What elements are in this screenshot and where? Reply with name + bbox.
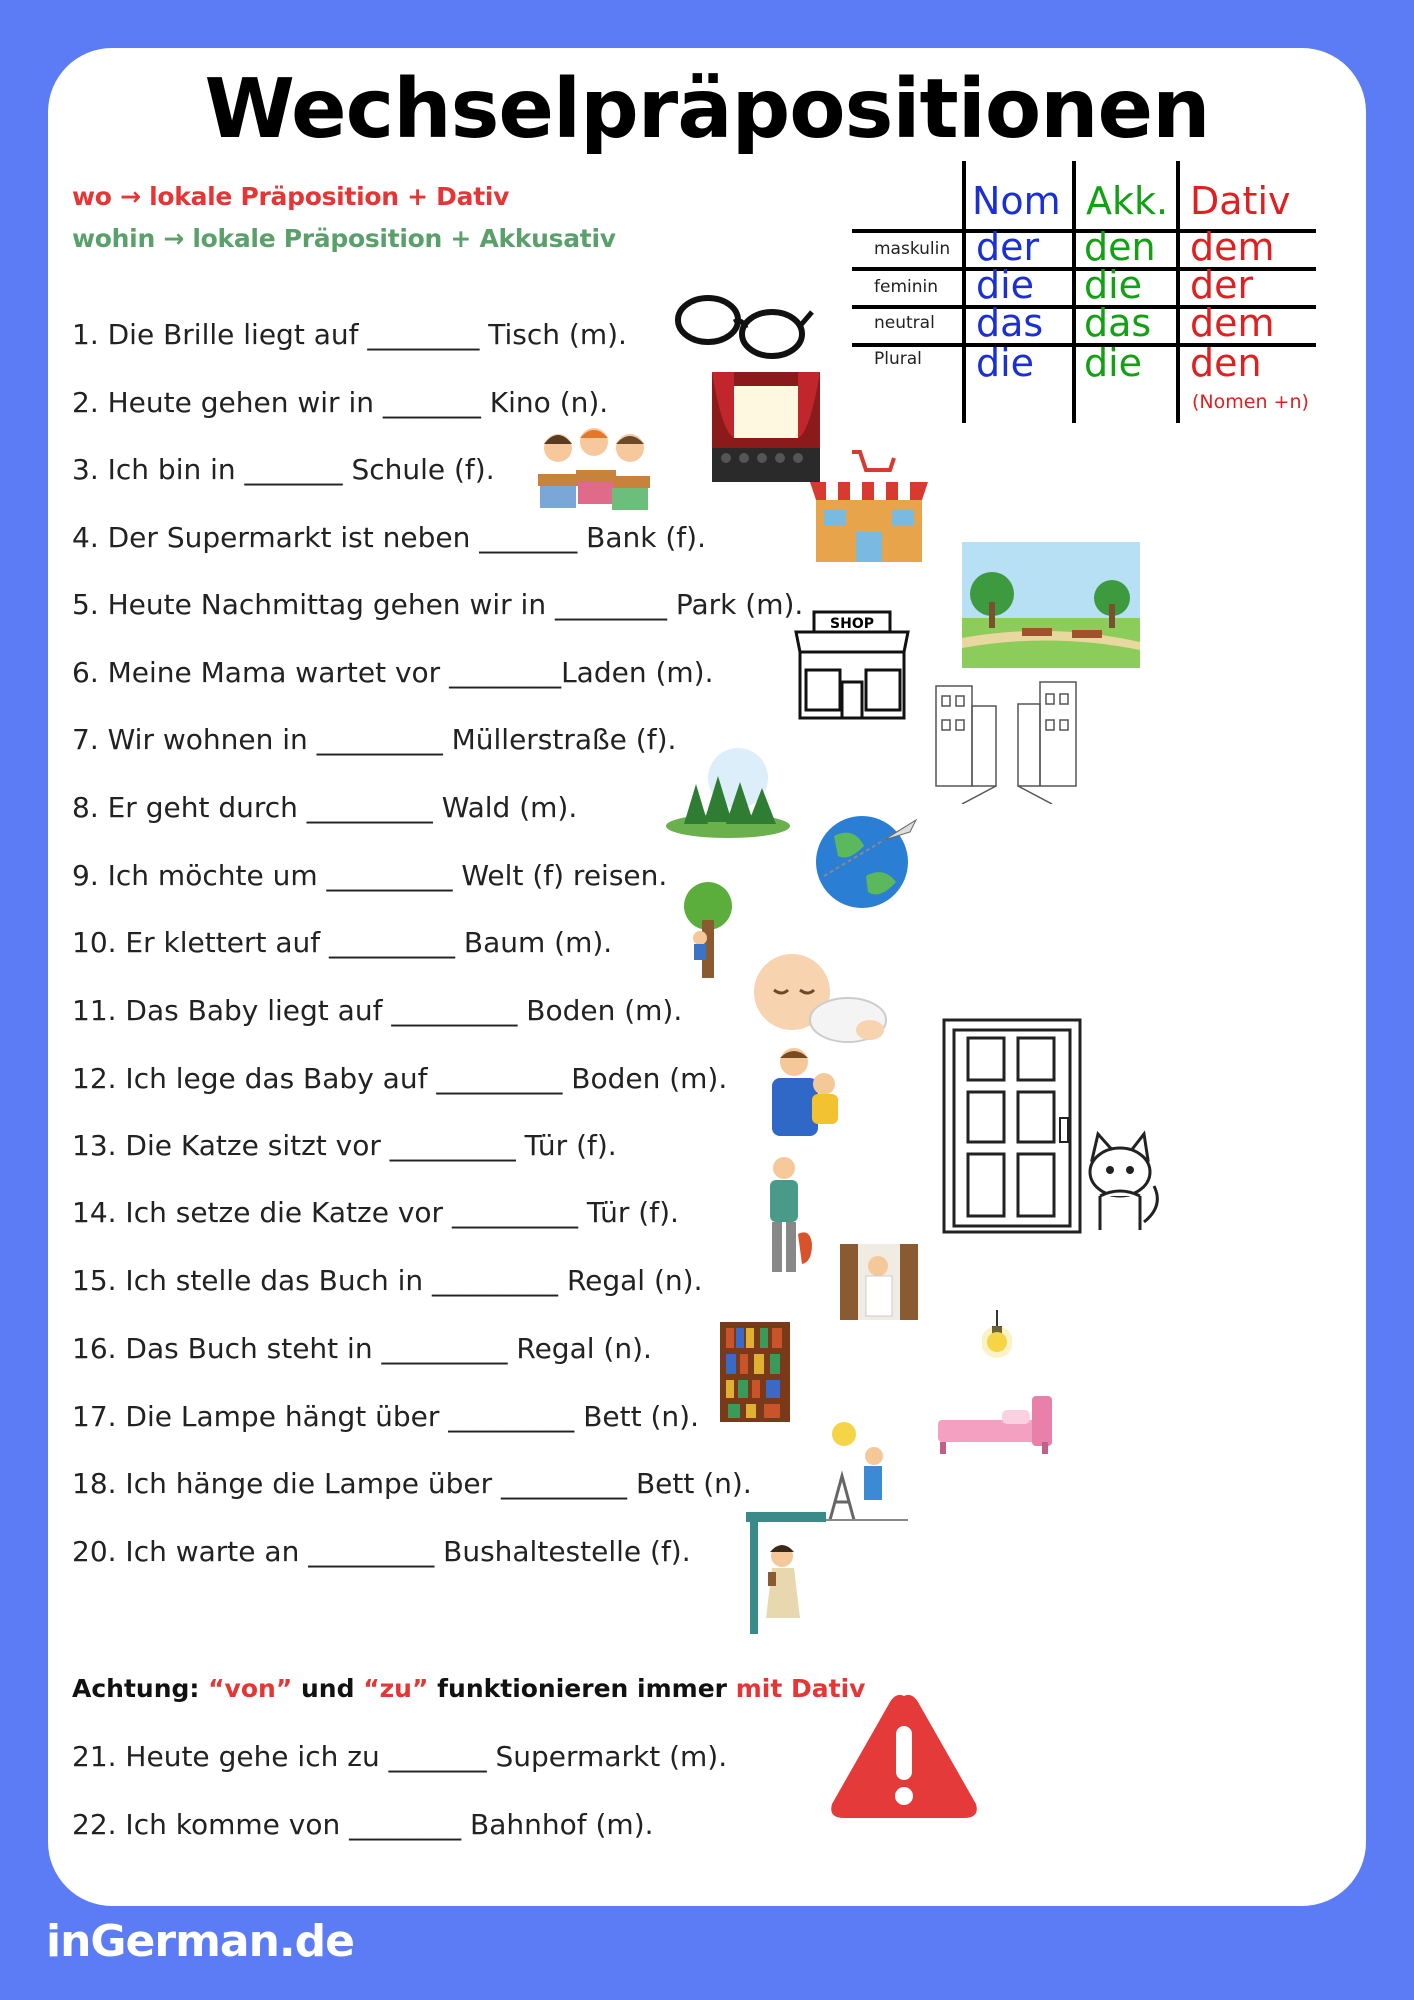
- cell-n-akk: das: [1084, 301, 1152, 345]
- exercise-9: 9. Ich möchte um _________ Welt (f) reisen.: [72, 859, 668, 892]
- exercise-7: 7. Wir wohnen in _________ Müllerstraße (f).: [72, 723, 677, 756]
- warning-icon: [826, 1686, 982, 1824]
- forest-icon: [664, 748, 794, 838]
- page-title: Wechselpräpositionen: [204, 62, 1210, 157]
- exercise-4: 4. Der Supermarkt ist neben _______ Bank (f).: [72, 521, 706, 554]
- achtung-zu: “zu”: [363, 1674, 429, 1703]
- exercise-10: 10. Er klettert auf _________ Baum (m).: [72, 926, 613, 959]
- exercise-1: 1. Die Brille liegt auf ________ Tisch (m).: [72, 318, 627, 351]
- cell-n-dat: dem: [1190, 301, 1275, 345]
- rule-wo: wo → lokale Präposition + Dativ: [72, 182, 510, 211]
- label-maskulin: maskulin: [874, 239, 951, 259]
- achtung-von: “von”: [208, 1674, 293, 1703]
- exercise-22: 22. Ich komme von ________ Bahnhof (m).: [72, 1808, 654, 1841]
- shop-sign: SHOP: [830, 616, 874, 632]
- table-note: (Nomen +n): [1192, 391, 1309, 413]
- bookshelf-icon: [720, 1322, 790, 1422]
- cat-icon: [1074, 1126, 1164, 1236]
- bus-stop-icon: [746, 1512, 826, 1636]
- label-feminin: feminin: [874, 277, 938, 297]
- exercise-11: 11. Das Baby liegt auf _________ Boden (m).: [72, 994, 683, 1027]
- exercise-21: 21. Heute gehe ich zu _______ Supermarkt (m).: [72, 1740, 728, 1773]
- park-icon: [962, 542, 1140, 668]
- achtung-mit-dativ: mit Dativ: [735, 1674, 866, 1703]
- exercise-14: 14. Ich setze die Katze vor _________ Tür (f).: [72, 1196, 679, 1229]
- rule-wohin: wohin → lokale Präposition + Akkusativ: [72, 224, 616, 253]
- exercise-8: 8. Er geht durch _________ Wald (m).: [72, 791, 578, 824]
- street-icon: [932, 676, 1080, 804]
- tree-climber-icon: [676, 880, 738, 980]
- classroom-icon: [530, 418, 656, 518]
- father-baby-icon: [764, 1044, 844, 1140]
- lamp-hanging-man-icon: [826, 1420, 908, 1522]
- supermarket-icon: [806, 448, 932, 564]
- bed-icon: [934, 1392, 1056, 1454]
- achtung-prefix: Achtung:: [72, 1674, 200, 1703]
- label-neutral: neutral: [874, 313, 935, 333]
- glasses-icon: [672, 290, 814, 362]
- cell-m-nom: der: [976, 225, 1040, 269]
- lamp-icon: [982, 1310, 1012, 1360]
- exercise-5: 5. Heute Nachmittag gehen wir in ________ Park (m).: [72, 588, 804, 621]
- achtung-und: und: [300, 1674, 355, 1703]
- cell-f-nom: die: [976, 263, 1035, 307]
- achtung-note: [72, 1674, 865, 1703]
- exercise-13: 13. Die Katze sitzt vor _________ Tür (f).: [72, 1129, 617, 1162]
- exercise-3: 3. Ich bin in _______ Schule (f).: [72, 453, 495, 486]
- cinema-icon: [712, 372, 820, 482]
- exercise-17: 17. Die Lampe hängt über _________ Bett (n).: [72, 1400, 699, 1433]
- globe-plane-icon: [804, 806, 920, 912]
- header-akk: Akk.: [1086, 179, 1169, 223]
- cell-n-nom: das: [976, 301, 1044, 345]
- exercise-15: 15. Ich stelle das Buch in _________ Regal (n).: [72, 1264, 703, 1297]
- cell-p-akk: die: [1084, 341, 1143, 385]
- exercise-20: 20. Ich warte an _________ Bushaltestelle (f).: [72, 1535, 691, 1568]
- shop-icon: [792, 610, 912, 720]
- cell-f-akk: die: [1084, 263, 1143, 307]
- cell-p-nom: die: [976, 341, 1035, 385]
- label-plural: Plural: [874, 349, 922, 369]
- exercise-2: 2. Heute gehen wir in _______ Kino (n).: [72, 386, 609, 419]
- exercise-16: 16. Das Buch steht in _________ Regal (n).: [72, 1332, 652, 1365]
- exercise-18: 18. Ich hänge die Lampe über _________ Bett (n).: [72, 1467, 752, 1500]
- achtung-middle: funktionieren immer: [437, 1674, 727, 1703]
- cell-m-akk: den: [1084, 225, 1156, 269]
- man-cat-icon: [750, 1154, 820, 1278]
- exercise-12: 12. Ich lege das Baby auf _________ Boden (m).: [72, 1062, 728, 1095]
- cell-p-dat: den: [1190, 341, 1262, 385]
- declension-table: [838, 155, 1334, 440]
- door-icon: [942, 1018, 1082, 1234]
- exercise-6: 6. Meine Mama wartet vor ________Laden (m).: [72, 656, 714, 689]
- sleeping-baby-icon: [744, 950, 890, 1048]
- header-nom: Nom: [972, 179, 1061, 223]
- header-dativ: Dativ: [1190, 179, 1291, 223]
- shelving-man-icon: [840, 1244, 918, 1320]
- cell-f-dat: der: [1190, 263, 1254, 307]
- cell-m-dat: dem: [1190, 225, 1275, 269]
- footer-brand: inGerman.de: [46, 1916, 354, 1967]
